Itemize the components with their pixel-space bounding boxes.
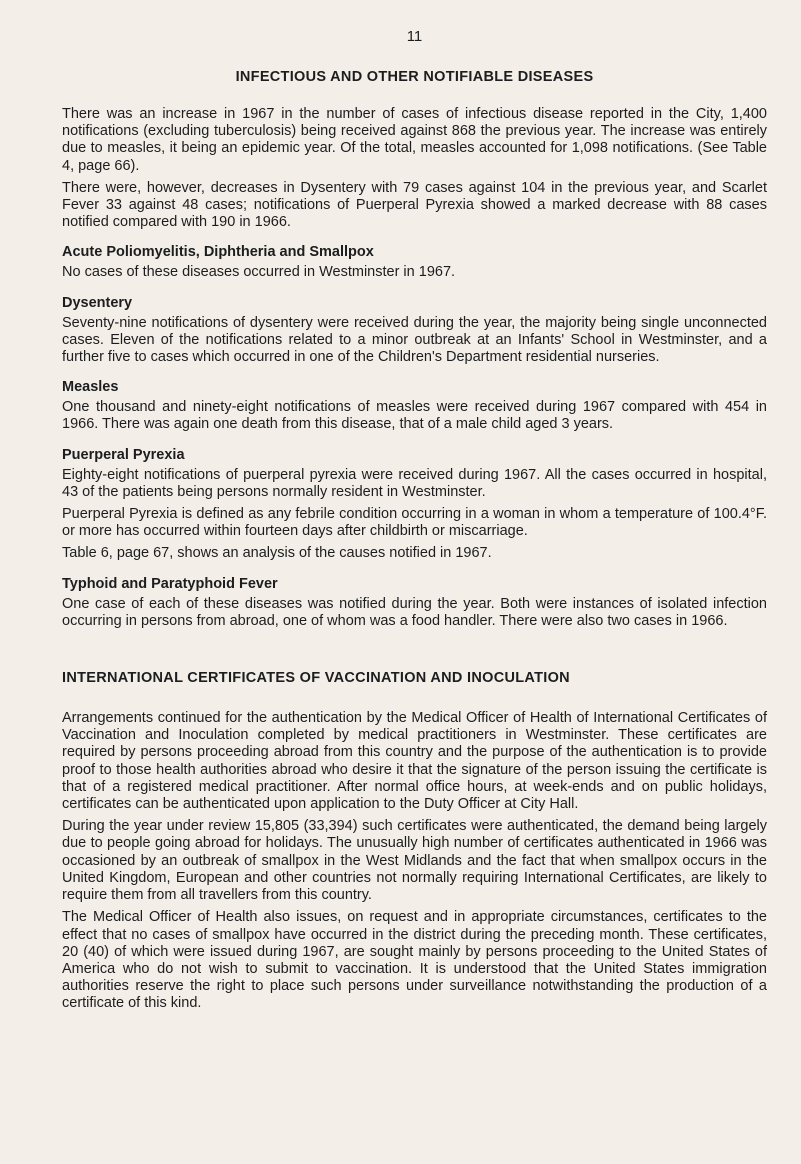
page-number: 11 (406, 28, 423, 45)
heading-puerperal: Puerperal Pyrexia (62, 446, 185, 463)
heading-measles: Measles (62, 379, 119, 396)
section-title-infectious: INFECTIOUS AND OTHER NOTIFIABLE DISEASES (235, 69, 594, 85)
paragraph: Puerperal Pyrexia is defined as any febrile condition occurring in a woman in whom a temperature of 100.4°F. or more has occurred within fourteen days after childbirth or miscarriage. (62, 506, 767, 540)
paragraph: Table 6, page 67, shows an analysis of the causes notified in 1967. (62, 545, 492, 562)
paragraph: No cases of these diseases occurred in Westminster in 1967. (62, 264, 456, 281)
paragraph: Arrangements continued for the authentication by the Medical Officer of Health of International Certificates of Vaccination and Inoculation completed by medical practitioners in Westminster. These certificates are required by persons proceeding abroad from this country and the purpose of the authentication is to provide proof to those health authorities abroad who desire it that the signature of the person issuing the certificate is that of a registered medical practitioner. After normal office hours, at week-ends and on public holidays, certificates can be authenticated upon application to the Duty Officer at City Hall. (62, 710, 767, 813)
section-title-certificates: INTERNATIONAL CERTIFICATES OF VACCINATION AND INOCULATION (62, 670, 570, 687)
paragraph: Seventy-nine notifications of dysentery were received during the year, the majority being single unconnected cases. Eleven of the notifications related to a minor outbreak at an Infants' School in Westminster, and a further five to cases which occurred in one of the Children's Department residential nurseries. (62, 314, 767, 366)
heading-polio: Acute Poliomyelitis, Diphtheria and Smallpox (62, 244, 374, 261)
paragraph: One thousand and ninety-eight notifications of measles were received during 1967 compared with 454 in 1966. There was again one death from this disease, that of a male child aged 3 years. (62, 399, 767, 433)
paragraph: During the year under review 15,805 (33,394) such certificates were authenticated, the demand being largely due to people going abroad for holidays. The unusually high number of certificates authenticated in 1966 was occasioned by an outbreak of smallpox in the West Midlands and the fact that when smallpox occurs in the United Kingdom, European and other countries not normally requiring International Certificates, are likely to require them from all travellers from this country. (62, 818, 767, 904)
heading-dysentery: Dysentery (62, 294, 133, 311)
paragraph: There were, however, decreases in Dysentery with 79 cases against 104 in the previous year, and Scarlet Fever 33 against 48 cases; notifications of Puerperal Pyrexia showed a marked decrease with 88 cases notified compared with 190 in 1966. (62, 179, 767, 231)
heading-typhoid: Typhoid and Paratyphoid Fever (62, 575, 278, 592)
paragraph: There was an increase in 1967 in the number of cases of infectious disease reported in the City, 1,400 notifications (excluding tuberculosis) being received against 868 the previous year. The increase was entirely due to measles, it being an epidemic year. Of the total, measles accounted for 1,098 notifications. (See Table 4, page 66). (62, 106, 767, 174)
paragraph: The Medical Officer of Health also issues, on request and in appropriate circumstances, certificates to the effect that no cases of smallpox have occurred in the district during the preceding month. These certificates, 20 (40) of which were issued during 1967, are sought mainly by persons proceeding to the United States of America who do not wish to submit to vaccination. It is understood that the United States immigration authorities reserve the right to place such persons under surveillance notwithstanding the production of a certificate of this kind. (62, 909, 767, 1012)
paragraph: Eighty-eight notifications of puerperal pyrexia were received during 1967. All the cases occurred in hospital, 43 of the patients being persons normally resident in Westminster. (62, 466, 767, 500)
paragraph: One case of each of these diseases was notified during the year. Both were instances of isolated infection occurring in persons from abroad, one of whom was a food handler. There were also two cases in 1966. (62, 595, 767, 629)
